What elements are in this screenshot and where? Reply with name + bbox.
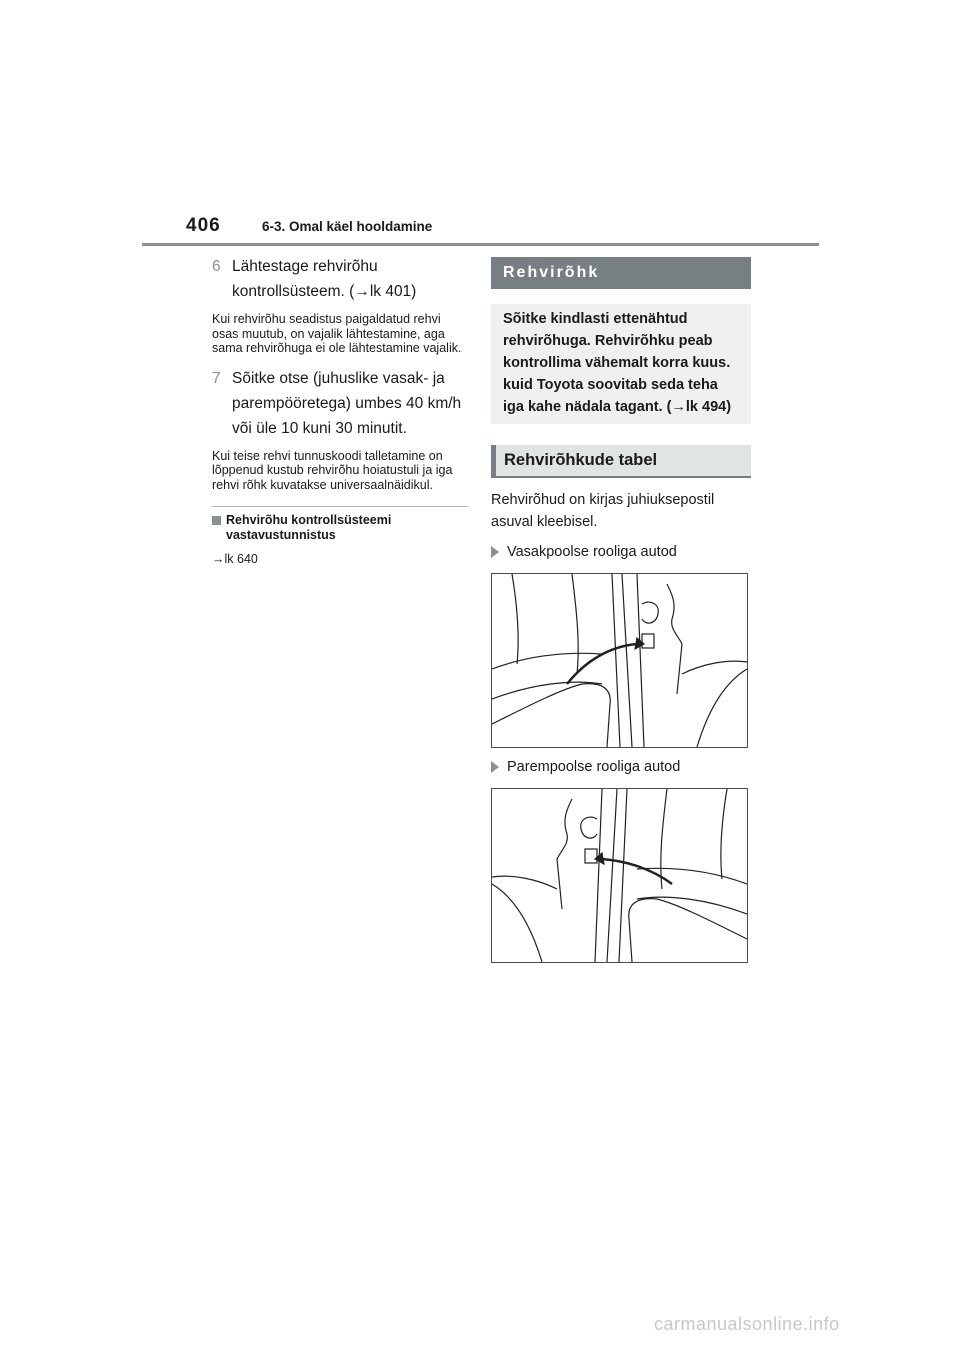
door-pillar-illustration-right [492, 789, 747, 962]
right-column [491, 257, 751, 963]
figure-right-hand-drive [491, 788, 748, 963]
bullet-left-hand-drive-text: Vasakpoolse rooliga autod [507, 544, 677, 560]
header-rule [142, 243, 819, 246]
bullet-right-hand-drive [491, 759, 751, 775]
pressure-table-subtitle: Rehvirõhkude tabel [491, 445, 751, 478]
certificate-subheading [212, 513, 468, 542]
step-7-note: Kui teise rehvi tunnuskoodi talletamine on lõppenud kustub rehvirõhu hoiatustuli ja iga rehvi rõhk kuvatakse universaalnäidikul. [212, 448, 453, 492]
step-6-number: 6 [212, 258, 221, 275]
page-number: 406 [186, 215, 221, 236]
triangle-bullet-icon [491, 546, 499, 558]
step-6-text: Lähtestage rehvirõhu kontrollsüsteem. (→lk 401) [232, 258, 417, 300]
bullet-right-hand-drive-text: Parempoolse rooliga autod [507, 759, 681, 775]
certificate-subheading-text: Rehvirõhu kontrollsüsteemi vastavustunnistus [226, 513, 392, 542]
tire-pressure-title: Rehvirõhk [491, 257, 751, 289]
page-reference-link[interactable]: →lk 640 [212, 552, 258, 566]
step-6 [212, 254, 468, 304]
square-bullet-icon [212, 516, 221, 525]
step-7-text: Sõitke otse (juhuslike vasak- ja parempööretega) umbes 40 km/h või üle 10 kuni 30 minutit. [232, 369, 462, 437]
section-title: 6-3. Omal käel hooldamine [262, 219, 433, 234]
step-7-number: 7 [212, 369, 221, 387]
left-column [212, 254, 468, 566]
bullet-left-hand-drive [491, 544, 751, 560]
watermark: carmanualsonline.info [654, 1314, 840, 1334]
door-pillar-illustration-left [492, 574, 747, 747]
figure-left-hand-drive [491, 573, 748, 748]
triangle-bullet-icon [491, 761, 499, 773]
label-location-text: Rehvirõhud on kirjas juhiuksepostil asuval kleebisel. [491, 492, 715, 530]
step-7 [212, 366, 468, 441]
tire-pressure-callout: Sõitke kindlasti ettenähtud rehvirõhuga. Rehvirõhku peab kontrollima vähemalt korra kuus. kuid Toyota soovitab seda teha iga kahe nädala tagant. (→lk 494) [491, 304, 751, 424]
divider [212, 506, 468, 507]
step-6-note: Kui rehvirõhu seadistus paigaldatud rehvi osas muutub, on vajalik lähtestamine, aga sama rehvirõhuga ei ole lähtestamine vajalik. [212, 312, 462, 355]
